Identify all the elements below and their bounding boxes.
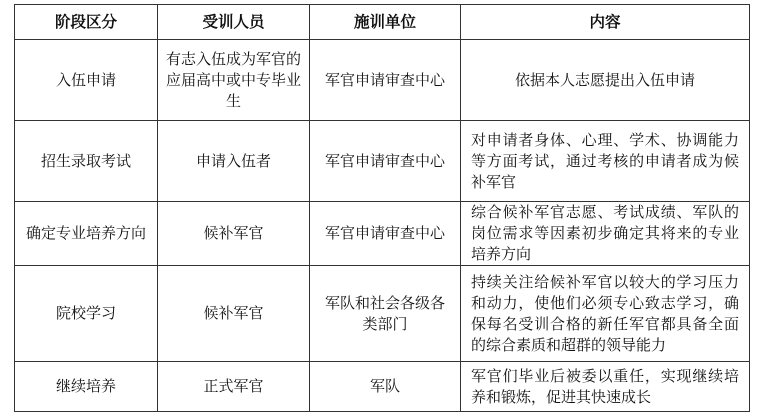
cell-trainees: 正式军官 bbox=[158, 362, 310, 412]
cell-stage: 院校学习 bbox=[15, 266, 158, 362]
cell-content: 军官们毕业后被委以重任，实现继续培养和锻炼，促进其快速成长 bbox=[461, 362, 750, 412]
table-row bbox=[15, 40, 750, 121]
cell-stage: 招生录取考试 bbox=[15, 121, 158, 202]
cell-content: 持续关注给候补军官以较大的学习压力和动力，使他们必须专心致志学习，确保每名受训合格的新任军官都具备全面的综合素质和超群的领导能力 bbox=[461, 266, 750, 362]
training-stages-table-container bbox=[14, 4, 749, 412]
cell-unit: 军队 bbox=[310, 362, 461, 412]
cell-trainees: 申请入伍者 bbox=[158, 121, 310, 202]
table-row bbox=[15, 202, 750, 266]
header-stage: 阶段区分 bbox=[15, 5, 158, 40]
cell-trainees: 候补军官 bbox=[158, 202, 310, 266]
table-row bbox=[15, 266, 750, 362]
table-header-row bbox=[15, 5, 750, 40]
cell-unit: 军官申请审查中心 bbox=[310, 202, 461, 266]
header-trainees: 受训人员 bbox=[158, 5, 310, 40]
cell-stage: 入伍申请 bbox=[15, 40, 158, 121]
table-row bbox=[15, 362, 750, 412]
cell-trainees: 候补军官 bbox=[158, 266, 310, 362]
cell-unit: 军官申请审查中心 bbox=[310, 121, 461, 202]
cell-stage: 确定专业培养方向 bbox=[15, 202, 158, 266]
cell-content: 依据本人志愿提出入伍申请 bbox=[461, 40, 750, 121]
training-stages-table bbox=[14, 4, 750, 412]
cell-stage: 继续培养 bbox=[15, 362, 158, 412]
cell-content: 综合候补军官志愿、考试成绩、军队的岗位需求等因素初步确定其将来的专业培养方向 bbox=[461, 202, 750, 266]
header-content: 内容 bbox=[461, 5, 750, 40]
cell-trainees: 有志入伍成为军官的应届高中或中专毕业生 bbox=[158, 40, 310, 121]
cell-content: 对申请者身体、心理、学术、协调能力等方面考试，通过考核的申请者成为候补军官 bbox=[461, 121, 750, 202]
cell-unit: 军队和社会各级各类部门 bbox=[310, 266, 461, 362]
cell-unit: 军官申请审查中心 bbox=[310, 40, 461, 121]
table-row bbox=[15, 121, 750, 202]
header-unit: 施训单位 bbox=[310, 5, 461, 40]
